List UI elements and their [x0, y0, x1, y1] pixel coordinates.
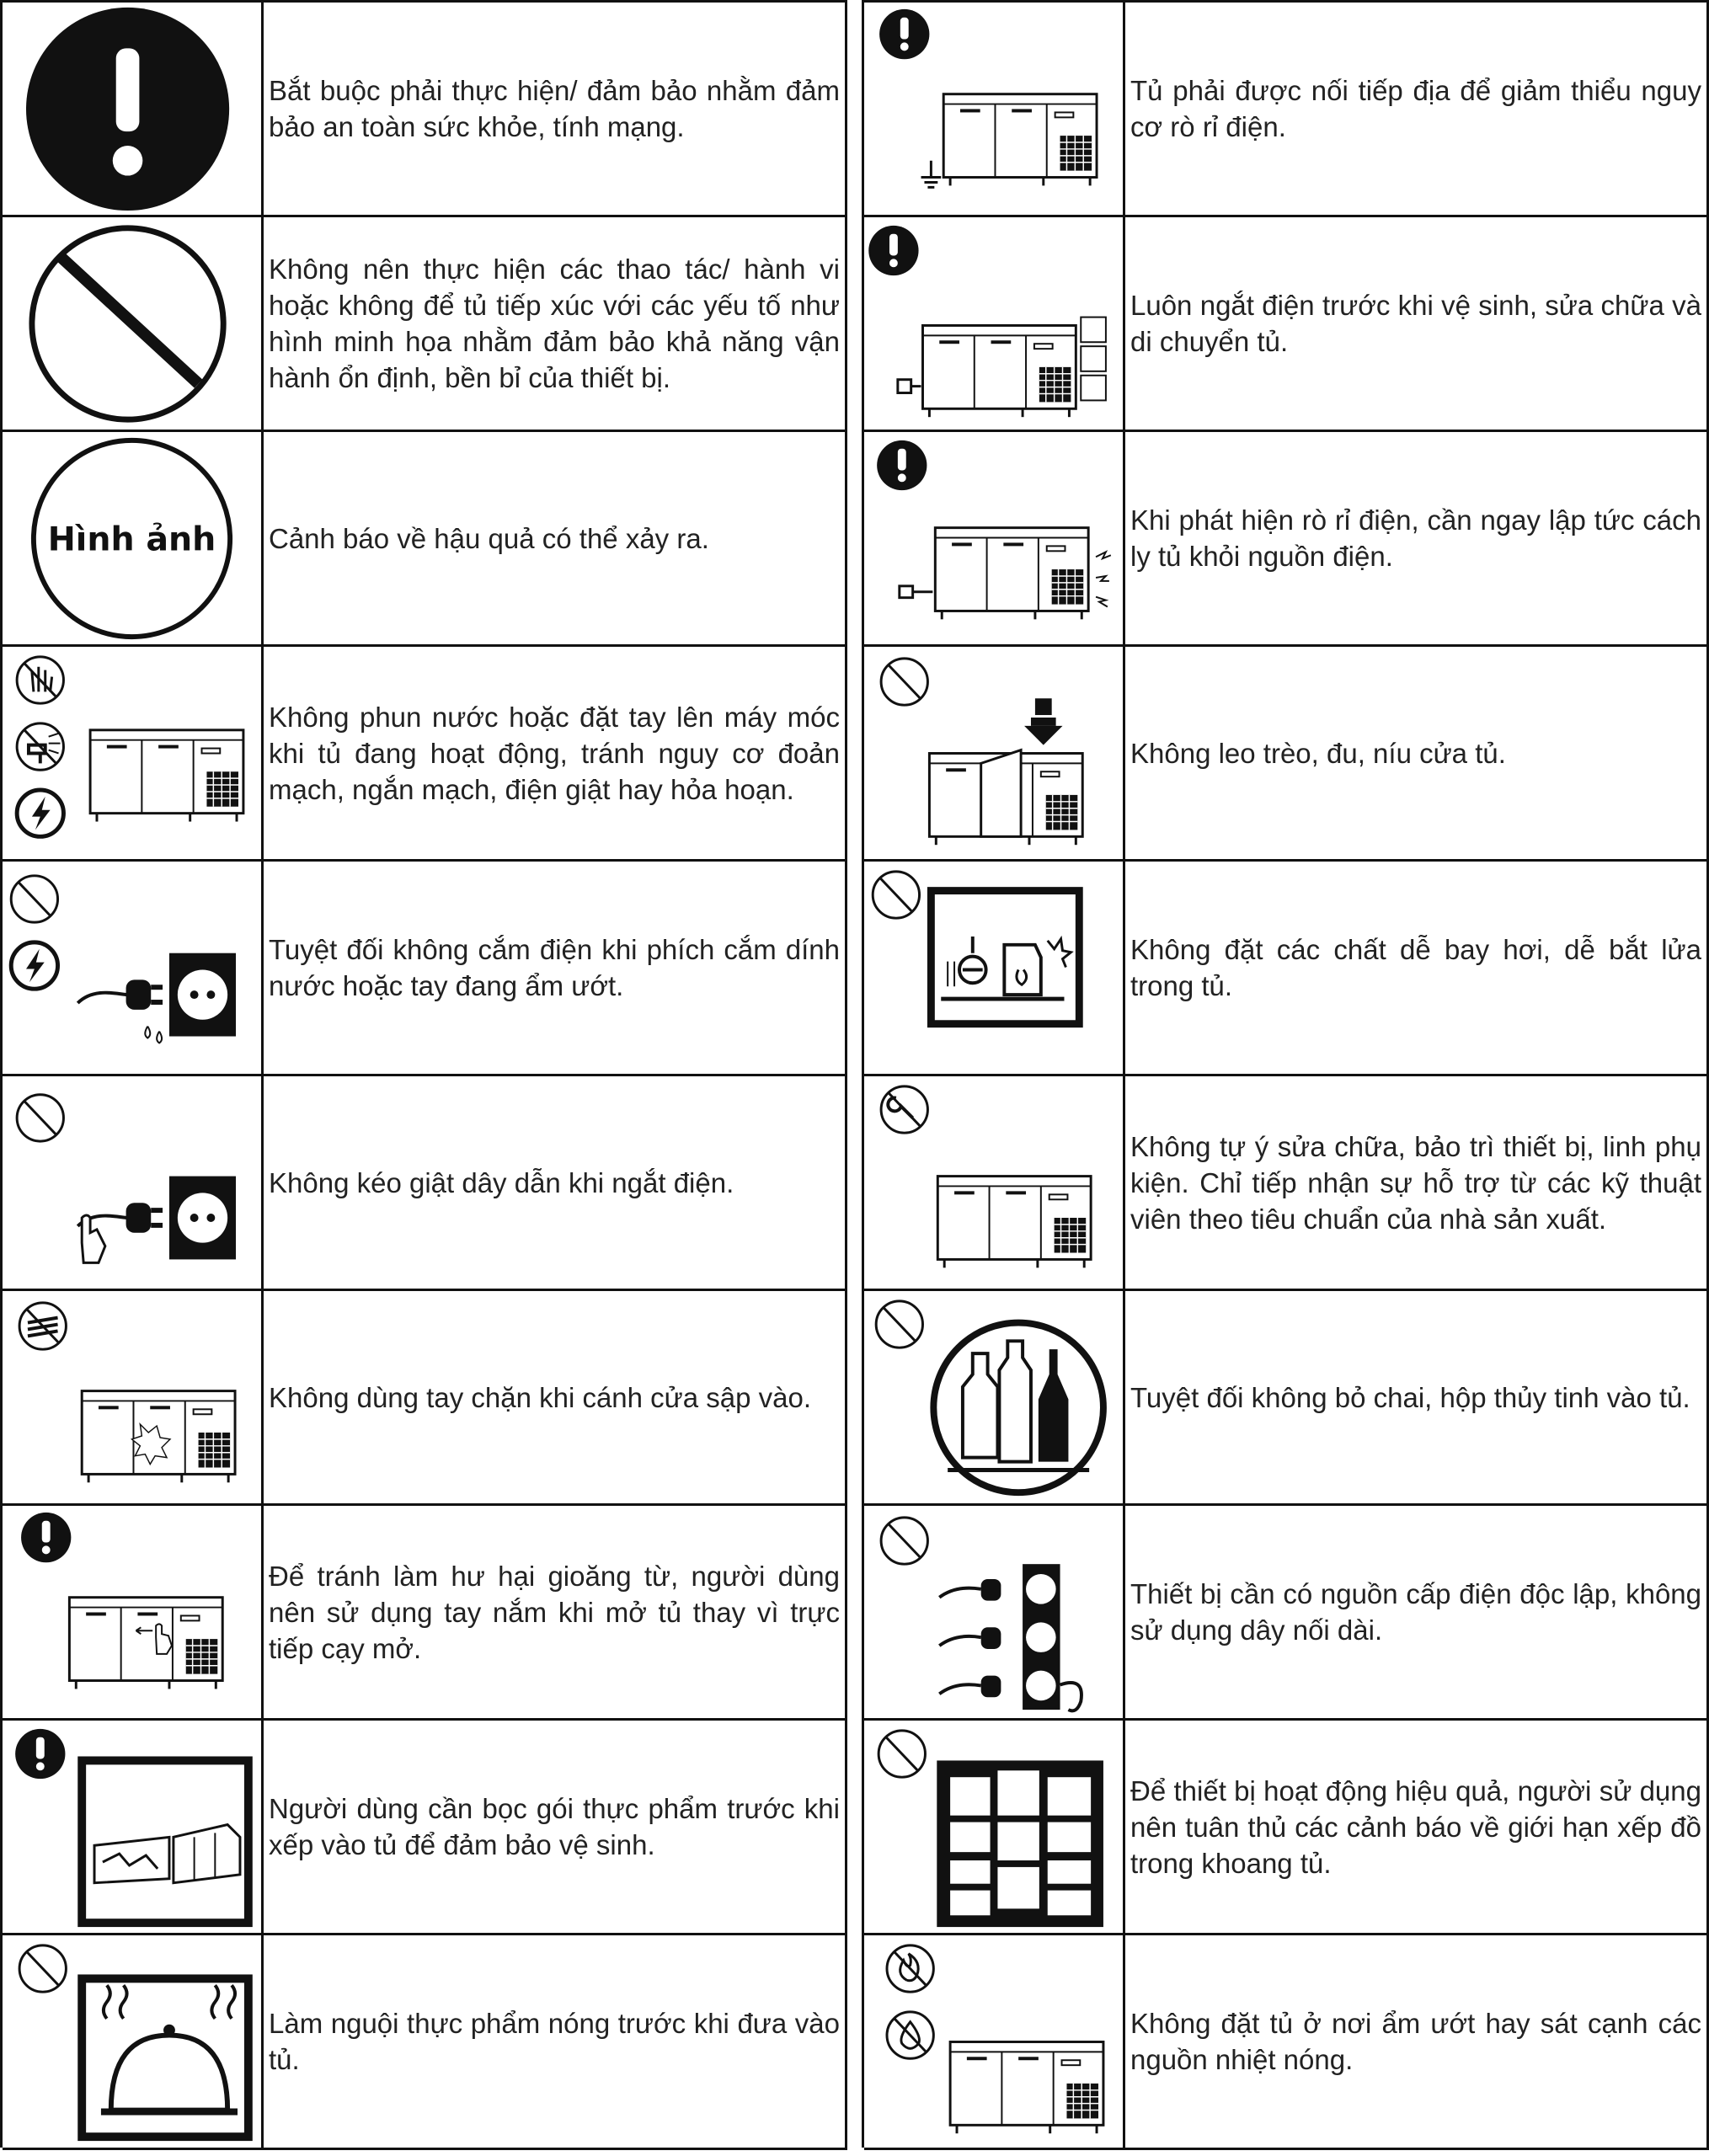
electric-shock-icon — [17, 790, 63, 836]
overloaded-shelf-icon — [937, 1760, 1103, 1927]
fridge-handle-icon — [69, 1598, 222, 1689]
extension-plugs-icon — [939, 1564, 1081, 1710]
hot-food-icon-group — [3, 1935, 264, 2150]
warning-text-9: Người dùng cần bọc gói thực phẩm trước khi xếp vào tủ để đảm bảo vệ sinh. — [264, 1721, 847, 1935]
fridge-handle-icon-group — [3, 1506, 264, 1721]
mandatory-icon — [877, 440, 927, 490]
fridge-icon — [90, 730, 243, 822]
warning-text-10: Làm nguội thực phẩm nóng trước khi đưa vào tủ. — [264, 1935, 847, 2150]
warning-text-6: Không kéo giật dây dẫn khi ngắt điện. — [264, 1076, 847, 1291]
right-warning-table — [862, 0, 1709, 2148]
prohibited-icon — [876, 1301, 922, 1348]
warning-text-1: Bắt buộc phải thực hiện/ đảm bảo nhằm đảm bảo an toàn sức khỏe, tính mạng. — [264, 3, 847, 217]
warning-text-14: Không leo trèo, đu, níu cửa tủ. — [1125, 647, 1709, 862]
no-hand-pinch-icon — [19, 1303, 66, 1349]
warning-text-4: Không phun nước hoặc đặt tay lên máy móc khi tủ đang hoạt động, tránh nguy cơ đoản mạch, ngắn mạch, điện giật hay hỏa hoạn. — [264, 647, 847, 862]
warning-text-19: Để thiết bị hoạt động hiệu quả, người sử dụng nên tuân thủ các cảnh báo về giới hạn xếp đồ trong khoang tủ. — [1125, 1721, 1709, 1935]
wrapped-food-icon — [82, 1760, 248, 1923]
mandatory-icon — [868, 226, 918, 275]
mandatory-icon — [879, 9, 929, 59]
prohibited-icon — [19, 1945, 66, 1992]
image-circle-icon — [3, 432, 264, 647]
fridge-leak-icon-group — [864, 432, 1125, 647]
warning-text-5: Tuyệt đối không cắm điện khi phích cắm dính nước hoặc tay đang ẩm ướt. — [264, 862, 847, 1076]
warning-text-20: Không đặt tủ ở nơi ẩm ướt hay sát cạnh các nguồn nhiệt nóng. — [1125, 1935, 1709, 2150]
warning-text-18: Thiết bị cần có nguồn cấp điện độc lập, không sử dụng dây nối dài. — [1125, 1506, 1709, 1721]
prohibited-icon — [873, 872, 919, 918]
prohibited-icon — [881, 1518, 927, 1564]
warning-text-17: Tuyệt đối không bỏ chai, hộp thủy tinh vào tủ. — [1125, 1291, 1709, 1506]
fridge-icon — [937, 1177, 1091, 1268]
warning-text-8: Để tránh làm hư hại gioăng từ, người dùng nên sử dụng tay nắm khi mở tủ thay vì trực tiếp cạy mở. — [264, 1506, 847, 1721]
warning-text-7: Không dùng tay chặn khi cánh cửa sập vào. — [264, 1291, 847, 1506]
wrapped-food-icon-group — [3, 1721, 264, 1935]
glass-bottles-icon — [933, 1323, 1103, 1493]
no-fire-icon — [887, 1945, 933, 1992]
fridge-unplug-icon — [923, 325, 1076, 417]
fridge-climb-icon — [929, 750, 1082, 846]
fridge-door-pinch-icon — [82, 1391, 235, 1483]
no-repair-icon — [881, 1086, 927, 1133]
heat-humidity-icon-group — [864, 1935, 1125, 2150]
pull-plug-icon-group — [3, 1076, 264, 1291]
hot-food-icon — [82, 1978, 248, 2137]
warning-text-3: Cảnh báo về hậu quả có thể xảy ra. — [264, 432, 847, 647]
wet-plug-icon-group — [3, 862, 264, 1076]
no-humidity-icon — [887, 2012, 933, 2058]
warning-text-11: Tủ phải được nối tiếp địa để giảm thiểu nguy cơ rò rỉ điện. — [1125, 3, 1709, 217]
image-circle-label: Hình ảnh — [47, 520, 216, 559]
mandatory-icon — [3, 3, 264, 217]
pull-plug-icon — [77, 1177, 236, 1263]
no-hand-icon — [17, 657, 63, 703]
electric-shock-icon — [11, 942, 57, 989]
extension-plugs-icon-group — [864, 1506, 1125, 1721]
mandatory-icon — [21, 1513, 71, 1562]
flammable-icon — [931, 891, 1079, 1024]
warning-text-15: Không đặt các chất dễ bay hơi, dễ bắt lửa trong tủ. — [1125, 862, 1709, 1076]
fridge-icon — [950, 2041, 1103, 2133]
fridge-ground-icon — [943, 94, 1097, 186]
fridge-unplug-icon-group — [864, 217, 1125, 432]
glass-bottles-icon-group — [864, 1291, 1125, 1506]
left-warning-table — [0, 0, 847, 2148]
column-separator — [847, 0, 862, 2156]
prohibited-icon — [17, 1095, 63, 1141]
wet-plug-socket-icon — [77, 953, 236, 1043]
warning-text-2: Không nên thực hiện các thao tác/ hành vi hoặc không để tủ tiếp xúc với các yếu tố như hình minh họa nhằm đảm bảo khả năng vận hành ổn định, bền bỉ của thiết bị. — [264, 217, 847, 432]
no-water-hand-fridge-icon — [3, 647, 264, 862]
fridge-leak-icon — [935, 528, 1088, 620]
fridge-ground-icon-group — [864, 3, 1125, 217]
no-repair-icon-group — [864, 1076, 1125, 1291]
door-pinch-icon-group — [3, 1291, 264, 1506]
no-water-spray-icon — [17, 723, 63, 770]
warning-text-12: Luôn ngắt điện trước khi vệ sinh, sửa chữa và di chuyển tủ. — [1125, 217, 1709, 432]
warning-text-13: Khi phát hiện rò rỉ điện, cần ngay lập tức cách ly tủ khỏi nguồn điện. — [1125, 432, 1709, 647]
prohibited-icon — [879, 1731, 925, 1777]
flammable-icon-group — [864, 862, 1125, 1076]
prohibited-icon — [881, 659, 927, 705]
prohibited-icon — [3, 217, 264, 432]
prohibited-icon — [11, 876, 57, 922]
overloaded-shelf-icon-group — [864, 1721, 1125, 1935]
warning-text-16: Không tự ý sửa chữa, bảo trì thiết bị, linh phụ kiện. Chỉ tiếp nhận sự hỗ trợ từ các kỹ thuật viên theo tiêu chuẩn của nhà sản xuất. — [1125, 1076, 1709, 1291]
mandatory-icon — [15, 1729, 65, 1779]
fridge-climb-icon-group — [864, 647, 1125, 862]
